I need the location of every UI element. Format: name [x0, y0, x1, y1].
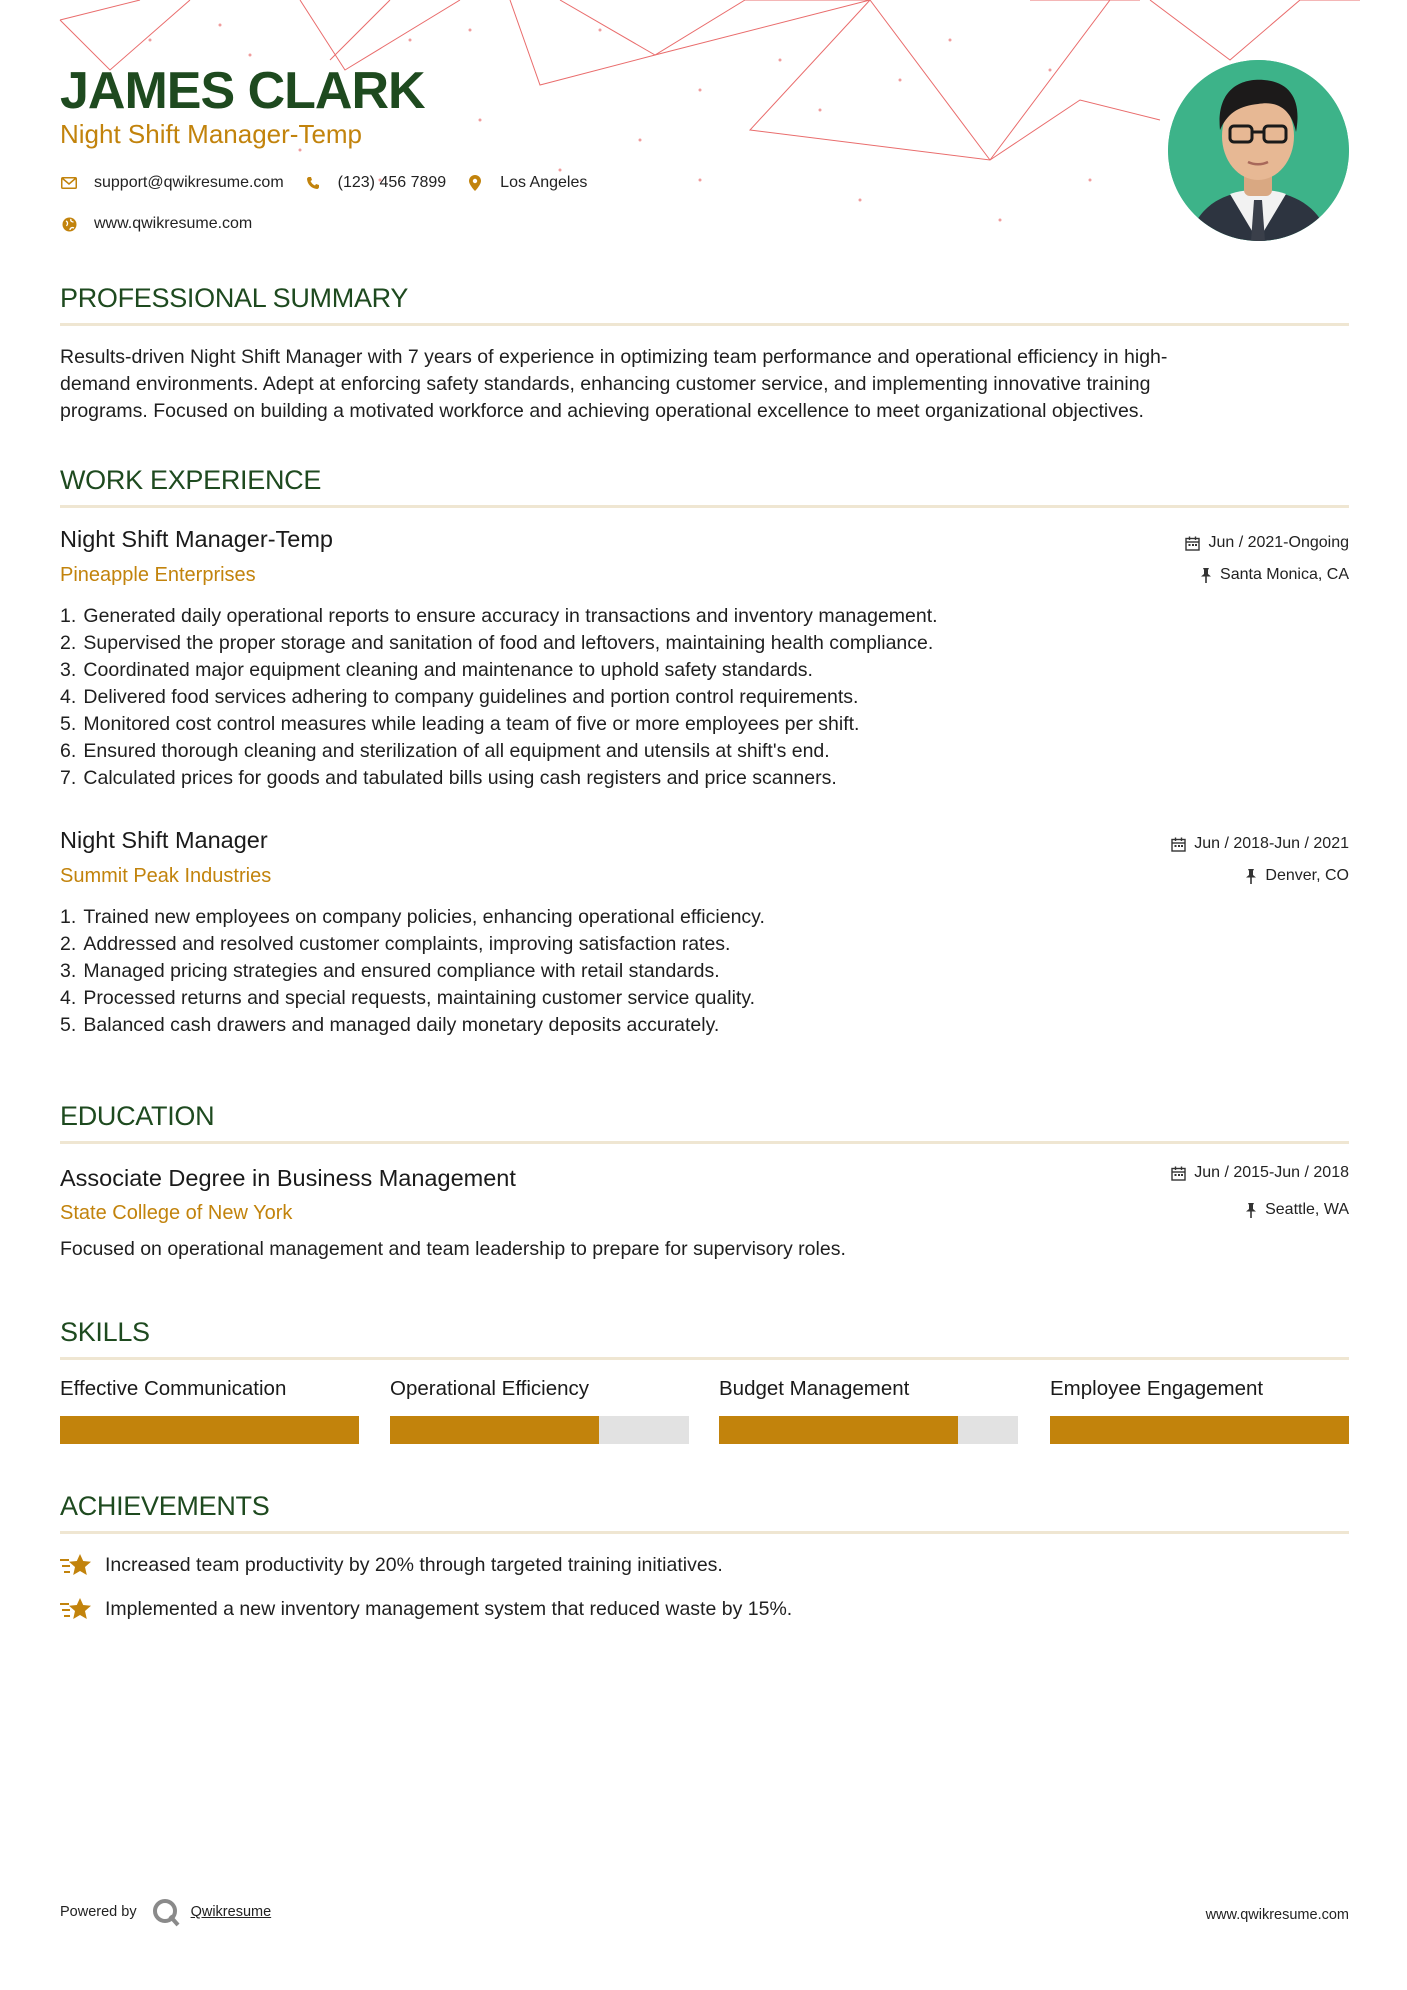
job-dates-text: Jun / 2018-Jun / 2021	[1194, 835, 1349, 852]
qwikresume-link[interactable]: Qwikresume	[190, 1904, 272, 1920]
achievement-item	[60, 1551, 723, 1579]
list-item: 7. Calculated prices for goods and tabulated bills using cash registers and price scanners.	[60, 767, 837, 789]
experience-heading: WORK EXPERIENCE	[60, 465, 322, 495]
skill-bar	[1050, 1416, 1349, 1444]
education-dates	[1171, 1163, 1349, 1183]
candidate-title: Night Shift Manager-Temp	[60, 119, 363, 149]
calendar-icon	[1185, 536, 1200, 551]
skills-section-header	[60, 1315, 1349, 1360]
skill-bar-fill	[60, 1416, 359, 1444]
degree-title: Associate Degree in Business Management	[60, 1165, 516, 1191]
job-company: Pineapple Enterprises	[60, 564, 256, 586]
education-description: Focused on operational management and team leadership to prepare for supervisory roles.	[60, 1238, 846, 1260]
job-title: Night Shift Manager	[60, 827, 268, 853]
phone-icon	[304, 174, 322, 192]
contact-row-2	[60, 215, 272, 233]
summary-text	[60, 344, 1349, 425]
skill-bar-fill	[1050, 1416, 1349, 1444]
skill-item	[390, 1376, 689, 1444]
summary-heading: PROFESSIONAL SUMMARY	[60, 283, 409, 313]
experience-section-header	[60, 463, 1349, 508]
star-icon	[60, 1595, 92, 1623]
experience-divider	[60, 505, 1349, 508]
skill-bar	[719, 1416, 1018, 1444]
star-icon	[60, 1551, 92, 1579]
job-location-text: Santa Monica, CA	[1220, 566, 1349, 583]
phone-text: (123) 456 7899	[337, 174, 447, 191]
achievement-item	[60, 1595, 792, 1623]
contact-website[interactable]	[60, 215, 252, 233]
job-responsibilities	[60, 904, 1349, 1039]
education-dates-text: Jun / 2015-Jun / 2018	[1194, 1164, 1349, 1181]
location-text: Los Angeles	[500, 174, 588, 191]
pushpin-icon	[1200, 568, 1212, 583]
summary-section-header	[60, 281, 1349, 326]
school-name: State College of New York	[60, 1202, 293, 1224]
website-text: www.qwikresume.com	[94, 215, 253, 232]
footer-powered-by	[60, 1897, 271, 1927]
summary-line: programs. Focused on building a motivated workforce and achieving operational excellence to meet organizational objectives.	[60, 400, 1144, 422]
contact-phone[interactable]	[304, 174, 447, 192]
education-location-text: Seattle, WA	[1265, 1201, 1349, 1218]
job-responsibilities	[60, 603, 1349, 792]
summary-line: demand environments. Adept at enforcing safety standards, enhancing customer service, and implementing innovative training	[60, 373, 1151, 395]
list-item: 5. Balanced cash drawers and managed daily monetary deposits accurately.	[60, 1014, 720, 1036]
contact-row-1	[60, 174, 607, 192]
list-item: 2. Supervised the proper storage and sanitation of food and leftovers, maintaining health compliance.	[60, 632, 934, 654]
envelope-icon	[60, 174, 78, 192]
globe-icon	[60, 215, 78, 233]
candidate-name: JAMES CLARK	[60, 62, 425, 120]
avatar	[1168, 60, 1349, 241]
skill-bar-fill	[719, 1416, 958, 1444]
achievement-text: Increased team productivity by 20% through targeted training initiatives.	[105, 1554, 723, 1576]
education-location	[1245, 1200, 1349, 1220]
list-item: 3. Coordinated major equipment cleaning and maintenance to uphold safety standards.	[60, 659, 813, 681]
email-text: support@qwikresume.com	[94, 174, 284, 191]
education-heading: EDUCATION	[60, 1101, 215, 1131]
skill-item	[1050, 1376, 1349, 1444]
list-item: 3. Managed pricing strategies and ensured compliance with retail standards.	[60, 960, 720, 982]
summary-divider	[60, 323, 1349, 326]
job-company: Summit Peak Industries	[60, 865, 272, 887]
list-item: 1. Generated daily operational reports to ensure accuracy in transactions and inventory management.	[60, 605, 938, 627]
calendar-icon	[1171, 1166, 1186, 1181]
job-location	[1200, 565, 1349, 585]
summary-line: Results-driven Night Shift Manager with 7 years of experience in optimizing team performance and operational efficiency in high-	[60, 346, 1168, 368]
list-item: 4. Processed returns and special requests, maintaining customer service quality.	[60, 987, 756, 1009]
list-item: 2. Addressed and resolved customer complaints, improving satisfaction rates.	[60, 933, 731, 955]
powered-by-label: Powered by	[60, 1904, 137, 1920]
achievement-text: Implemented a new inventory management system that reduced waste by 15%.	[105, 1598, 793, 1620]
qwikresume-logo-icon	[151, 1897, 181, 1927]
skill-bar	[390, 1416, 689, 1444]
skill-bar	[60, 1416, 359, 1444]
job-dates-text: Jun / 2021-Ongoing	[1208, 534, 1349, 551]
footer-website[interactable]: www.qwikresume.com	[1205, 1907, 1349, 1923]
list-item: 5. Monitored cost control measures while leading a team of five or more employees per shift.	[60, 713, 860, 735]
map-pin-icon	[466, 174, 484, 192]
job-title: Night Shift Manager-Temp	[60, 526, 333, 552]
skill-item	[60, 1376, 359, 1444]
job-location	[1245, 866, 1349, 886]
job-dates	[1185, 533, 1349, 553]
skill-label: Employee Engagement	[1050, 1377, 1264, 1400]
achievements-section-header	[60, 1489, 1349, 1534]
education-divider	[60, 1141, 1349, 1144]
list-item: 4. Delivered food services adhering to company guidelines and portion control requirements.	[60, 686, 859, 708]
skill-label: Effective Communication	[60, 1377, 287, 1400]
skills-divider	[60, 1357, 1349, 1360]
list-item: 6. Ensured thorough cleaning and sterilization of all equipment and utensils at shift's end.	[60, 740, 830, 762]
skill-item	[719, 1376, 1018, 1444]
job-location-text: Denver, CO	[1265, 867, 1349, 884]
skills-heading: SKILLS	[60, 1317, 150, 1347]
list-item: 1. Trained new employees on company policies, enhancing operational efficiency.	[60, 906, 765, 928]
skill-label: Budget Management	[719, 1377, 910, 1400]
contact-location	[466, 174, 587, 192]
achievements-divider	[60, 1531, 1349, 1534]
pushpin-icon	[1245, 1203, 1257, 1218]
education-section-header	[60, 1099, 1349, 1144]
pushpin-icon	[1245, 869, 1257, 884]
achievements-heading: ACHIEVEMENTS	[60, 1491, 270, 1521]
resume-page	[60, 0, 1349, 1990]
skill-bar-fill	[390, 1416, 599, 1444]
contact-email[interactable]	[60, 174, 284, 192]
calendar-icon	[1171, 837, 1186, 852]
job-dates	[1171, 834, 1349, 854]
skill-label: Operational Efficiency	[390, 1377, 590, 1400]
